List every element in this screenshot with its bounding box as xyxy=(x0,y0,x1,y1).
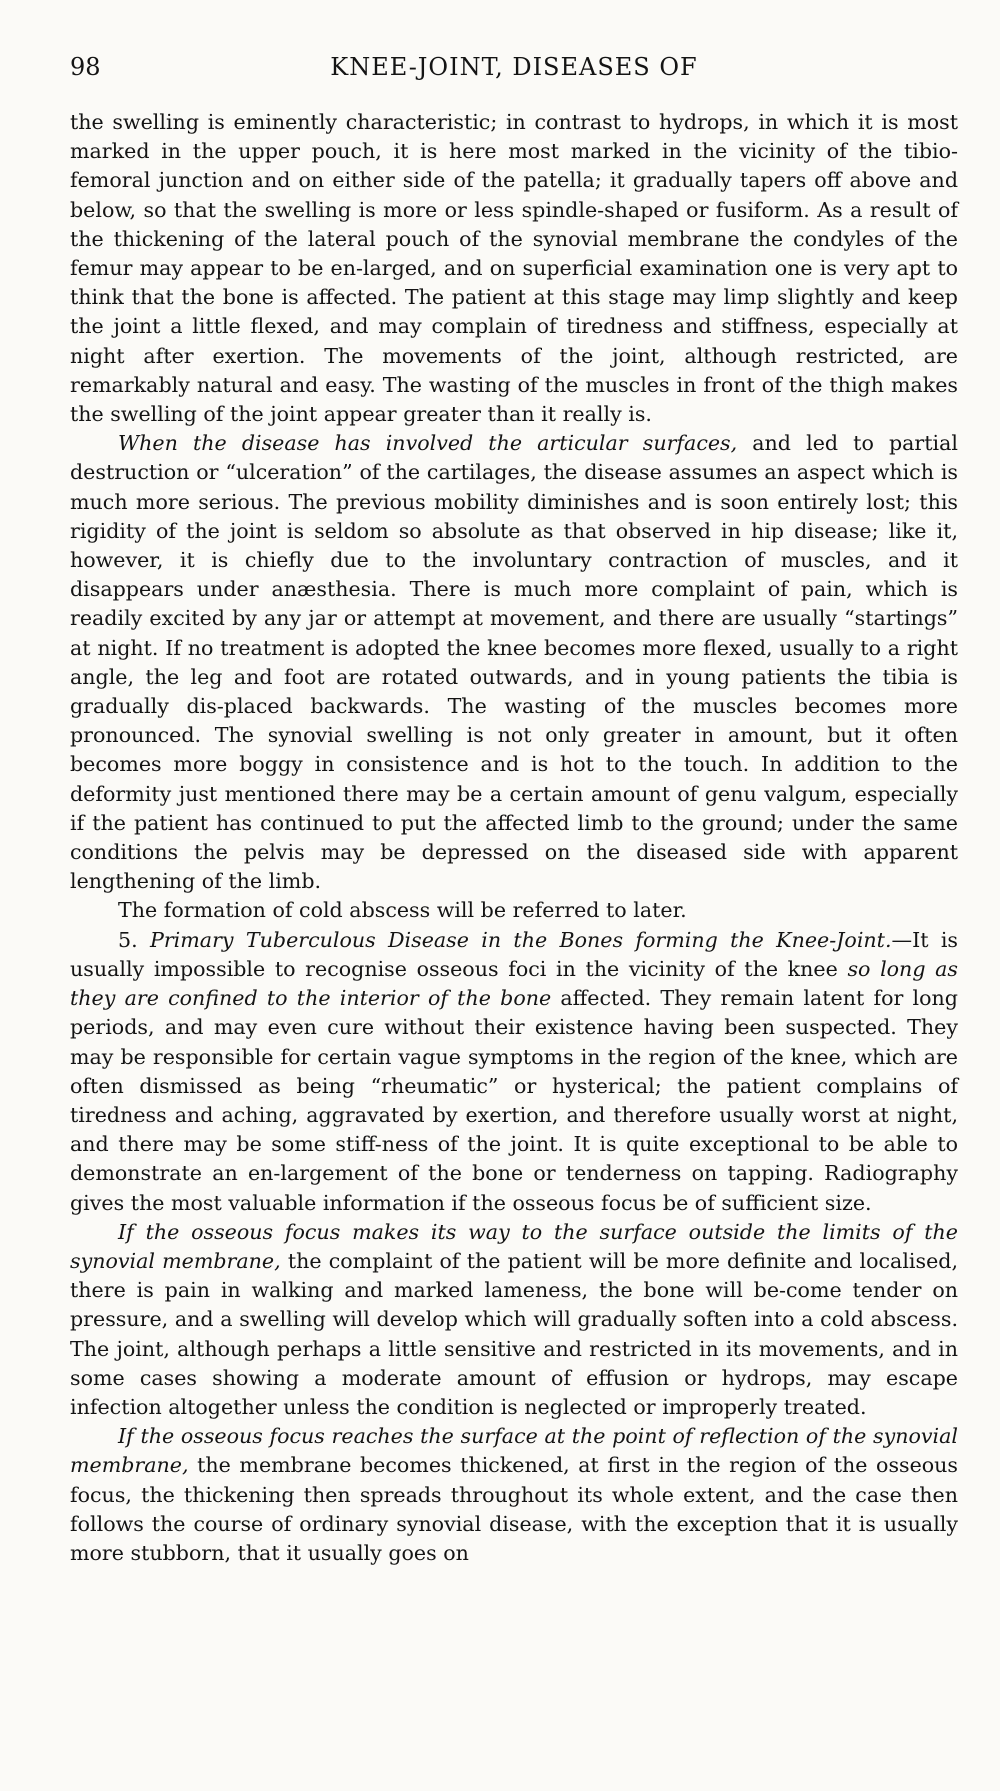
page-number: 98 xyxy=(70,53,101,81)
paragraph-3 xyxy=(70,896,958,925)
paragraph-6-italic-lead: If the osseous focus reaches the surface at the point of reflection of the synovial membrane, xyxy=(70,1424,958,1478)
paragraph-4-italic-mid: so long as they are confined to the interior of the bone xyxy=(70,956,959,1011)
paragraph-2-text: and led to partial destruction or “ulceration” of the cartilages, the disease assumes an aspect which is much more serious. The previous mobility diminishes and is soon entirely lost; this rigidity of the joint is seldom so absolute as that observed in hip disease; like it, however, it is chiefly due to the involuntary contraction of muscles, and it disappears under anæsthesia. There is much more complaint of pain, which is readily excited by any jar or attempt at movement, and there are usually “startings” at night. If no treatment is adopted the knee becomes more flexed, usually to a right angle, the leg and foot are rotated outwards, and in young patients the tibia is gradually dis-placed backwards. The wasting of the muscles becomes more pronounced. The synovial swelling is not only greater in amount, but it often becomes more boggy in consistence and is hot to the touch. In addition to the deformity just mentioned there may be a certain amount of genu valgum, especially if the patient has continued to put the affected limb to the ground; under the same conditions the pelvis may be depressed on the diseased side with apparent lengthening of the limb. xyxy=(70,431,958,894)
paragraph-6-text: the membrane becomes thickened, at first in the region of the osseous focus, the thickening then spreads throughout its whole extent, and the case then follows the course of ordinary synovial disease, with the exception that it is usually more stubborn, that it usually goes on xyxy=(70,1453,958,1565)
section-number: 5. xyxy=(118,927,150,952)
running-title: KNEE-JOINT, DISEASES OF xyxy=(330,53,698,81)
paragraph-1-text: the swelling is eminently characteristic; in contrast to hydrops, in which it is most marked in the upper pouch, it is here most marked in the vicinity of the tibio-femoral junction and on either side of the patella; it gradually tapers off above and below, so that the swelling is more or less spindle-shaped or fusiform. As a result of the thickening of the lateral pouch of the synovial membrane the condyles of the femur may appear to be en-larged, and on superficial examination one is very apt to think that the bone is affected. The patient at this stage may limp slightly and keep the joint a little flexed, and may complain of tiredness and stiffness, especially at night after exertion. The movements of the joint, although restricted, are remarkably natural and easy. The wasting of the muscles in front of the thigh makes the swelling of the joint appear greater than it really is. xyxy=(70,110,958,427)
paragraph-5-text: the complaint of the patient will be more definite and localised, there is pain in walking and marked lameness, the bone will be-come tender on pressure, and a swelling will develop which will gradually soften into a cold abscess. The joint, although perhaps a little sensitive and restricted in its movements, and in some cases showing a moderate amount of effusion or hydrops, may escape infection altogether unless the condition is neglected or improperly treated. xyxy=(70,1248,958,1419)
paragraph-4-text-1: —It is usually impossible to recognise osseous foci in the vicinity of the knee xyxy=(70,927,958,981)
paragraph-4-text-2: affected. They remain latent for long periods, and may even cure without their existence having been suspected. They may be responsible for certain vague symptoms in the region of the knee, which are often dismissed as being “rheumatic” or hysterical; the patient complains of tiredness and aching, aggravated by exertion, and therefore usually worst at night, and there may be some stiff-ness of the joint. It is quite exceptional to be able to demonstrate an en-largement of the bone or tenderness on tapping. Radiography gives the most valuable information if the osseous focus be of sufficient size. xyxy=(70,986,958,1215)
paragraph-6 xyxy=(70,1422,958,1568)
paragraph-1 xyxy=(70,108,958,429)
paragraph-3-text: The formation of cold abscess will be referred to later. xyxy=(118,898,687,923)
body-text xyxy=(70,108,958,1568)
paragraph-2 xyxy=(70,429,958,896)
paragraph-5-italic-lead: If the osseous focus makes its way to the surface outside the limits of the synovial membrane, xyxy=(70,1219,958,1273)
running-head xyxy=(70,52,958,86)
paragraph-4 xyxy=(70,926,958,1218)
paragraph-5 xyxy=(70,1218,958,1422)
paragraph-2-italic-lead: When the disease has involved the articular surfaces, xyxy=(118,431,738,456)
section-heading: Primary Tuberculous Disease in the Bones forming the Knee-Joint. xyxy=(149,927,892,952)
